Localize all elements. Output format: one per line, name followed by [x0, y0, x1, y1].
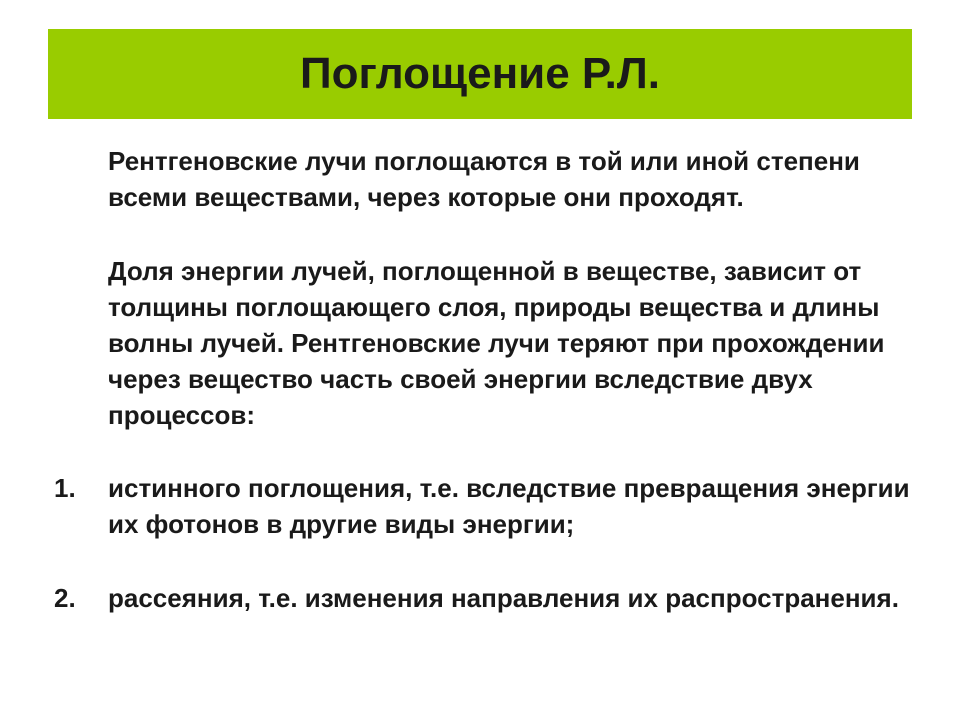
- paragraph-absorption-intro: Рентгеновские лучи поглощаются в той или иной степени всеми веществами, через которые они проходят.: [108, 146, 860, 212]
- paragraph-energy-fraction: Доля энергии лучей, поглощенной в веществе, зависит от толщины поглощающего слоя, природы вещества и длины волны лучей. Рентгеновские лучи теряют при прохождении через вещество часть своей энергии вследствие двух процессов:: [108, 256, 885, 430]
- list-item-number: 2.: [54, 583, 76, 613]
- title-bar: [48, 29, 912, 119]
- slide-title: Поглощение Р.Л.: [300, 49, 660, 98]
- list-item-text: истинного поглощения, т.е. вследствие превращения энергии их фотонов в другие виды энергии;: [108, 473, 910, 539]
- list-item-number: 1.: [54, 473, 76, 503]
- list-item-text: рассеяния, т.е. изменения направления их распространения.: [108, 583, 899, 613]
